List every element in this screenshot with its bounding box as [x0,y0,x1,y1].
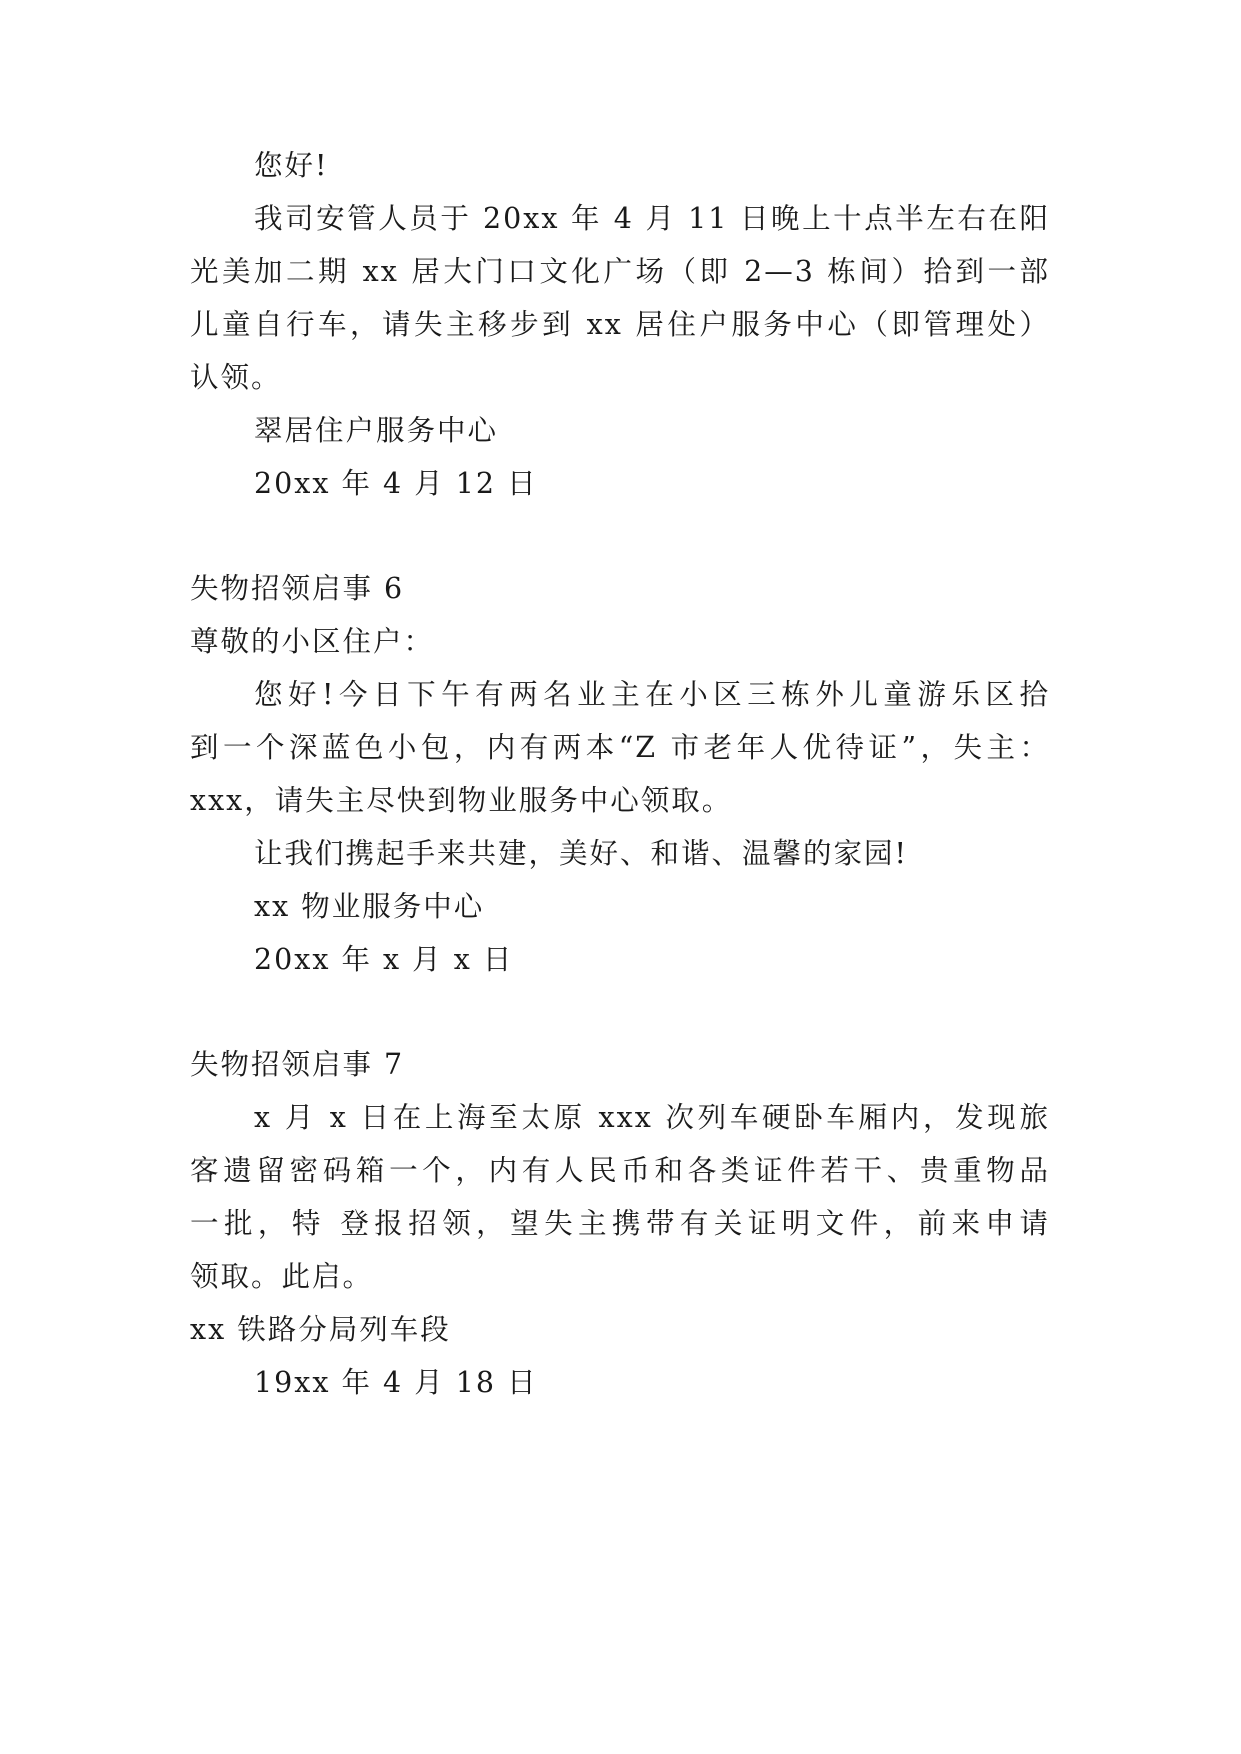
body-line: 我司安管人员于 20xx 年 4 月 11 日晚上十点半左右在阳 [254,202,1050,235]
slogan: 让我们携起手来共建，美好、和谐、温馨的家园! [254,837,908,870]
section-title: 失物招领启事 7 [190,1048,405,1081]
body-line: 客遗留密码箱一个，内有人民币和各类证件若干、贵重物品 [190,1154,1050,1187]
date: 20xx 年 x 月 x 日 [254,943,514,976]
body-line: 儿童自行车，请失主移步到 xx 居住户服务中心（即管理处） [190,308,1050,341]
body-line: 光美加二期 xx 居大门口文化广场（即 2—3 栋间）拾到一部 [190,255,1050,288]
body-line: 领取。此启。 [190,1260,374,1293]
body-line: 您好!今日下午有两名业主在小区三栋外儿童游乐区拾 [254,678,1050,711]
body-line: 一批，特 登报招领，望失主携带有关证明文件，前来申请 [190,1207,1050,1240]
body-line: xxx，请失主尽快到物业服务中心领取。 [190,784,733,817]
signature: xx 铁路分局列车段 [190,1313,451,1346]
body-line: 到一个深蓝色小包，内有两本“Z 市老年人优待证”，失主： [190,731,1050,764]
greeting: 您好! [254,149,329,182]
signature: xx 物业服务中心 [254,890,485,923]
section-title: 失物招领启事 6 [190,572,405,605]
body-line: 认领。 [190,361,282,394]
date: 19xx 年 4 月 18 日 [254,1366,538,1399]
body-line: x 月 x 日在上海至太原 xxx 次列车硬卧车厢内，发现旅 [254,1101,1050,1134]
signature: 翠居住户服务中心 [254,414,499,447]
salutation: 尊敬的小区住户： [190,625,435,658]
date: 20xx 年 4 月 12 日 [254,467,538,500]
